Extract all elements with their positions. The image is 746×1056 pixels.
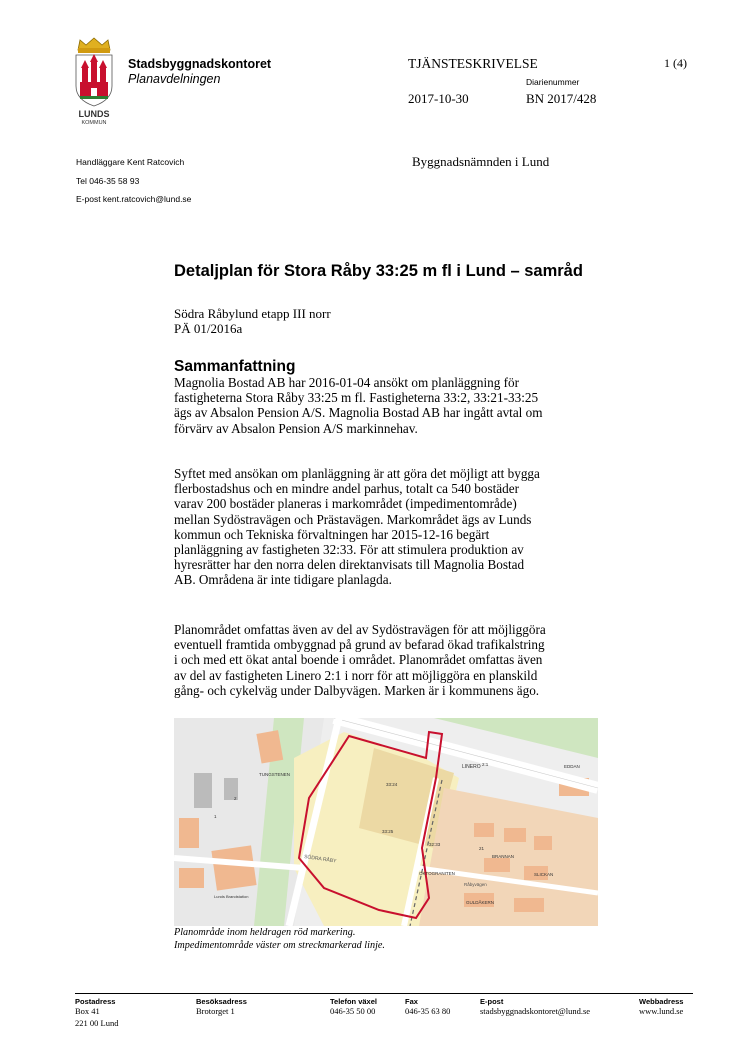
- document-type: TJÄNSTESKRIVELSE: [408, 56, 538, 71]
- document-date: 2017-10-30: [408, 91, 469, 106]
- footer-besok-label: Besöksadress: [196, 997, 247, 1006]
- recipient: Byggnadsnämnden i Lund: [412, 154, 550, 169]
- page-number: 1 (4): [664, 56, 687, 70]
- map-caption-line-2: Impedimentområde väster om streckmarkerad linje.: [174, 940, 385, 951]
- footer-fax-label: Fax: [405, 997, 418, 1006]
- paragraph-3: Planområdet omfattas även av del av Sydöstravägen för att möjliggöra eventuell framtida ombyggnad på grund av befarad ökad trafikalstring i och med ett ökat antal boende i området. Planområdet omfattas även av del av fastigheten Linero 2:1 i norr för att möjliggöra en planskild gång- och cykelväg under Dalbyvägen. Marken är i kommunens ägo.: [174, 622, 546, 698]
- handler-name: Handläggare Kent Ratcovich: [76, 157, 185, 167]
- handler-phone: Tel 046-35 58 93: [76, 176, 140, 186]
- svg-text:Lunds Brandstation: Lunds Brandstation: [214, 894, 249, 899]
- footer-divider: [75, 993, 693, 994]
- office-name: Stadsbyggnadskontoret: [128, 57, 272, 71]
- footer-postadress: Box 41: [75, 1006, 100, 1016]
- footer-telefon: 046-35 50 00: [330, 1006, 376, 1016]
- svg-text:33:24: 33:24: [386, 782, 398, 787]
- footer-epost-label: E-post: [480, 997, 504, 1006]
- svg-text:32:33: 32:33: [429, 842, 441, 847]
- summary-heading: Sammanfattning: [174, 358, 296, 375]
- footer-webb[interactable]: www.lund.se: [639, 1006, 684, 1016]
- svg-text:GULDÅKERN: GULDÅKERN: [466, 900, 495, 905]
- plan-area-map: [174, 718, 598, 926]
- paragraph-1: Magnolia Bostad AB har 2016-01-04 ansökt om planläggning för fastigheterna Stora Råby 33:25 m fl. Fastigheterna 33:2, 33:21-33:25 ägs av Absalon Pension A/S. Magnolia Bostad AB har ingått avtal om förvärv av Absalon Pension A/S markinnehav.: [174, 375, 543, 436]
- svg-text:BRANNAN: BRANNAN: [492, 854, 515, 859]
- footer-postadress-label: Postadress: [75, 997, 116, 1006]
- svg-text:TUNGSTENEN: TUNGSTENEN: [259, 772, 291, 777]
- diarie-label: Diarienummer: [526, 77, 580, 87]
- footer-fax: 046-35 63 80: [405, 1006, 451, 1016]
- svg-text:Råbyvägen: Råbyvägen: [464, 882, 487, 887]
- svg-text:21: 21: [479, 846, 485, 851]
- handler-email: E-post kent.ratcovich@lund.se: [76, 194, 192, 204]
- footer-postadress-city: 221 00 Lund: [75, 1018, 119, 1028]
- svg-text:LINERO: LINERO: [462, 764, 481, 770]
- footer-besok: Brotorget 1: [196, 1006, 235, 1016]
- department-name: Planavdelningen: [128, 72, 221, 86]
- svg-text:LUNDS: LUNDS: [78, 109, 110, 119]
- footer-telefon-label: Telefon växel: [330, 997, 377, 1006]
- svg-text:OKTOGRANITEN: OKTOGRANITEN: [419, 871, 455, 876]
- svg-text:33:25: 33:25: [382, 829, 394, 834]
- svg-text:SLICKAN: SLICKAN: [534, 872, 554, 877]
- footer-webb-label: Webbadress: [639, 997, 684, 1006]
- lunds-kommun-logo: [70, 34, 118, 126]
- paragraph-2: Syftet med ansökan om planläggning är att göra det möjligt att bygga flerbostadshus och en mindre andel parhus, totalt ca 540 bostäder varav 200 bostäder planeras i markområdet (impedimentområde) mellan Sydöstravägen och Prästavägen. Markområdet ägs av Lunds kommun och Tekniska förvaltningen har 2015-12-16 begärt planläggning av fastigheten 32:33. För att stimulera produktion av hyresrätter har den norra delen direktanvisats till Magnolia Bostad AB. Områdena är inte tidigare planlagda.: [174, 466, 540, 588]
- svg-text:KOMMUN: KOMMUN: [81, 120, 107, 126]
- svg-text:2: 2: [234, 796, 237, 801]
- document-title: Detaljplan för Stora Råby 33:25 m fl i Lund – samråd: [174, 262, 583, 280]
- subtitle-code: PÄ 01/2016a: [174, 321, 243, 336]
- subtitle-project: Södra Råbylund etapp III norr: [174, 306, 331, 321]
- svg-text:EDDAN: EDDAN: [564, 764, 580, 769]
- svg-text:2:1: 2:1: [482, 762, 489, 767]
- svg-text:1: 1: [214, 814, 217, 819]
- footer-epost[interactable]: stadsbyggnadskontoret@lund.se: [480, 1006, 591, 1016]
- diarie-number: BN 2017/428: [526, 91, 597, 106]
- map-caption-line-1: Planområde inom heldragen röd markering.: [174, 927, 356, 938]
- svg-text:SÖDRA RÅBY: SÖDRA RÅBY: [303, 854, 337, 865]
